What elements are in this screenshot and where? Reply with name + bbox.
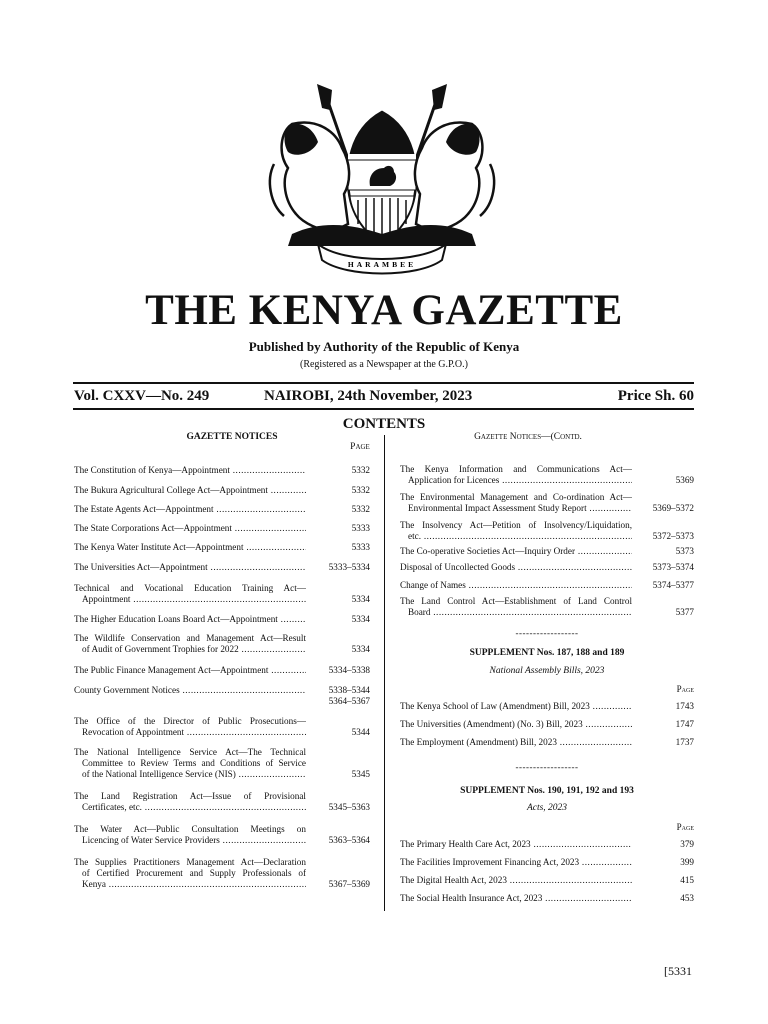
contents-entry [74,824,370,846]
entry-page: 5363–5364 [328,835,370,845]
contents-entry [74,504,370,515]
bottom-rule [73,408,694,410]
entry-title-line: The Social Health Insurance Act, 2023 ..... [400,893,632,904]
entry-page: 1737 [675,737,694,747]
entry-title-line: Certificates, etc. ..... [74,802,306,813]
contents-entry [74,465,370,476]
contents-entry [400,857,694,868]
contents-entry [400,737,694,748]
registration-note: (Registered as a Newspaper at the G.P.O.) [299,359,468,370]
entry-title-line: Board ..... [400,607,632,618]
entry-title-line: The Co-operative Societies Act—Inquiry Order ..... [400,546,632,557]
entry-page: 5377 [675,607,694,617]
entry-title-line: The Environmental Management and Co-ordination Act— [400,492,632,502]
entry-title-line: Committee to Review Terms and Conditions of Service [82,758,306,768]
entry-title-line: The Universities Act—Appointment ..... [74,562,306,573]
entry-title-line: The Higher Education Loans Board Act—Appointment ..... [74,614,306,625]
entry-title-line: etc. ..... [400,531,632,542]
contents-entry [74,583,370,605]
entry-title-line: County Government Notices ..... [74,685,306,696]
entry-title-line: The Kenya Information and Communications Act— [400,464,632,474]
contents-entry [74,485,370,496]
supplement-2-page-label: Page [676,822,694,832]
entry-page: 5345–5363 [328,802,370,812]
entry-title-line: The Wildlife Conservation and Management Act—Result [74,633,306,643]
top-rule [73,382,694,384]
entry-title-line: Appointment ..... [74,594,306,605]
contents-entry [74,747,370,780]
contents-entry [400,546,694,557]
contents-entry [400,875,694,886]
entry-page: 1743 [675,701,694,711]
entry-title-line: Change of Names ..... [400,580,632,591]
contents-entry [74,857,370,890]
entry-page: 399 [680,857,694,867]
entry-title-line: Technical and Vocational Education Training Act— [74,583,306,593]
entry-page: 5334 [351,614,370,624]
entry-title-line: of Certified Procurement and Supply Professionals of [82,868,306,878]
contents-entry [400,596,694,618]
entry-title-line: The Digital Health Act, 2023 ..... [400,875,632,886]
separator-2: ------------------ [515,762,579,772]
entry-title-line: The Bukura Agricultural College Act—Appointment ..... [74,485,306,496]
entry-title-line: Licencing of Water Service Providers ..... [74,835,306,846]
column-divider [384,435,385,911]
entry-title-line: The Universities (Amendment) (No. 3) Bill, 2023 ..... [400,719,632,730]
entry-page: 5332 [351,504,370,514]
separator: ------------------ [515,628,579,638]
entry-title-line: Application for Licences ..... [400,475,632,486]
right-column-heading: Gazette Notices—(Contd. [474,432,582,442]
contents-entry [400,580,694,591]
contents-entry [74,665,370,676]
contents-entry [74,685,370,706]
entry-title-line: The Insolvency Act—Petition of Insolvency/Liquidation, [400,520,632,530]
contents-entry [74,542,370,553]
entry-title-line: Environmental Impact Assessment Study Report ..... [400,503,632,514]
entry-page: 5332 [351,485,370,495]
entry-title-line: The Facilities Improvement Financing Act, 2023 ..... [400,857,632,868]
contents-entry [400,520,694,542]
entry-title-line: The Office of the Director of Public Prosecutions— [74,716,306,726]
entry-title-line: The Kenya Water Institute Act—Appointment ..... [74,542,306,553]
left-column-heading: GAZETTE NOTICES [186,432,278,442]
supplement-1-page-label: Page [676,684,694,694]
entry-title-line: The National Intelligence Service Act—The Technical [74,747,306,757]
left-page-label: Page [350,442,370,452]
volume-number: Vol. CXXV—No. 249 [74,388,210,404]
contents-entry [74,633,370,655]
entry-title-line: The Public Finance Management Act—Appointment ..... [74,665,306,676]
entry-page: 5369–5372 [652,503,694,513]
entry-title-line: The Kenya School of Law (Amendment) Bill, 2023 ..... [400,701,632,712]
entry-page: 5367–5369 [328,879,370,889]
entry-title-line: The Constitution of Kenya—Appointment ..... [74,465,306,476]
issue-price: Price Sh. 60 [617,388,694,404]
entry-page: 5334–5338 [328,665,370,675]
supplement-1-heading: SUPPLEMENT Nos. 187, 188 and 189 [469,648,625,658]
entry-page: 5333 [351,523,370,533]
entry-page: 5345 [351,769,370,779]
entry-page: 5344 [351,727,370,737]
contents-entry [74,614,370,625]
contents-entry [74,791,370,813]
contents-entry [400,893,694,904]
entry-page: 379 [680,839,694,849]
entry-title-line: The Employment (Amendment) Bill, 2023 ..... [400,737,632,748]
supplement-1-subheading: National Assembly Bills, 2023 [489,666,605,676]
supplement-2-subheading: Acts, 2023 [526,803,568,813]
entry-title-line: The State Corporations Act—Appointment ..... [74,523,306,534]
entry-page: 5373–5374 [652,562,694,572]
contents-entry [400,839,694,850]
entry-title-line: The Land Control Act—Establishment of Land Control [400,596,632,606]
contents-heading: CONTENTS [342,416,426,432]
contents-entry [400,464,694,486]
kenya-coat-of-arms [262,84,502,276]
entry-page: 5338–5344 [328,685,370,695]
contents-entry [400,492,694,514]
entry-page: 5372–5373 [652,531,694,541]
entry-page: 5333 [351,542,370,552]
entry-title-line: of the National Intelligence Service (NIS) ..... [74,769,306,780]
contents-entry [74,562,370,573]
page-number: [5331 [664,964,692,978]
motto-text: HARAMBEE [347,260,417,269]
entry-title-line: The Supplies Practitioners Management Act—Declaration [74,857,306,867]
entry-page: 5373 [675,546,694,556]
gazette-title: THE KENYA GAZETTE [145,287,623,334]
entry-title-line: Disposal of Uncollected Goods ..... [400,562,632,573]
entry-page: 5333–5334 [328,562,370,572]
entry-page: 5369 [675,475,694,485]
supplement-2-heading: SUPPLEMENT Nos. 190, 191, 192 and 193 [460,786,634,796]
entry-title-line: The Land Registration Act—Issue of Provisional [74,791,306,801]
contents-entry [400,719,694,730]
entry-title-line: of Audit of Government Trophies for 2022 ..... [74,644,306,655]
entry-page-secondary: 5364–5367 [328,696,370,706]
entry-page: 5332 [351,465,370,475]
entry-title-line: The Estate Agents Act—Appointment ..... [74,504,306,515]
entry-title-line: The Water Act—Public Consultation Meetings on [74,824,306,834]
contents-entry [74,523,370,534]
contents-entry [400,701,694,712]
entry-title-line: Kenya ..... [74,879,306,890]
gazette-subtitle: Published by Authority of the Republic of Kenya [248,339,520,354]
entry-page: 5334 [351,594,370,604]
contents-entry [74,716,370,738]
entry-page: 5374–5377 [652,580,694,590]
entry-page: 415 [680,875,694,885]
entry-title-line: The Primary Health Care Act, 2023 ..... [400,839,632,850]
entry-title-line: Revocation of Appointment ..... [74,727,306,738]
issue-date: NAIROBI, 24th November, 2023 [264,388,473,404]
entry-page: 5334 [351,644,370,654]
entry-page: 1747 [675,719,694,729]
contents-entry [400,562,694,573]
entry-page: 453 [680,893,694,903]
